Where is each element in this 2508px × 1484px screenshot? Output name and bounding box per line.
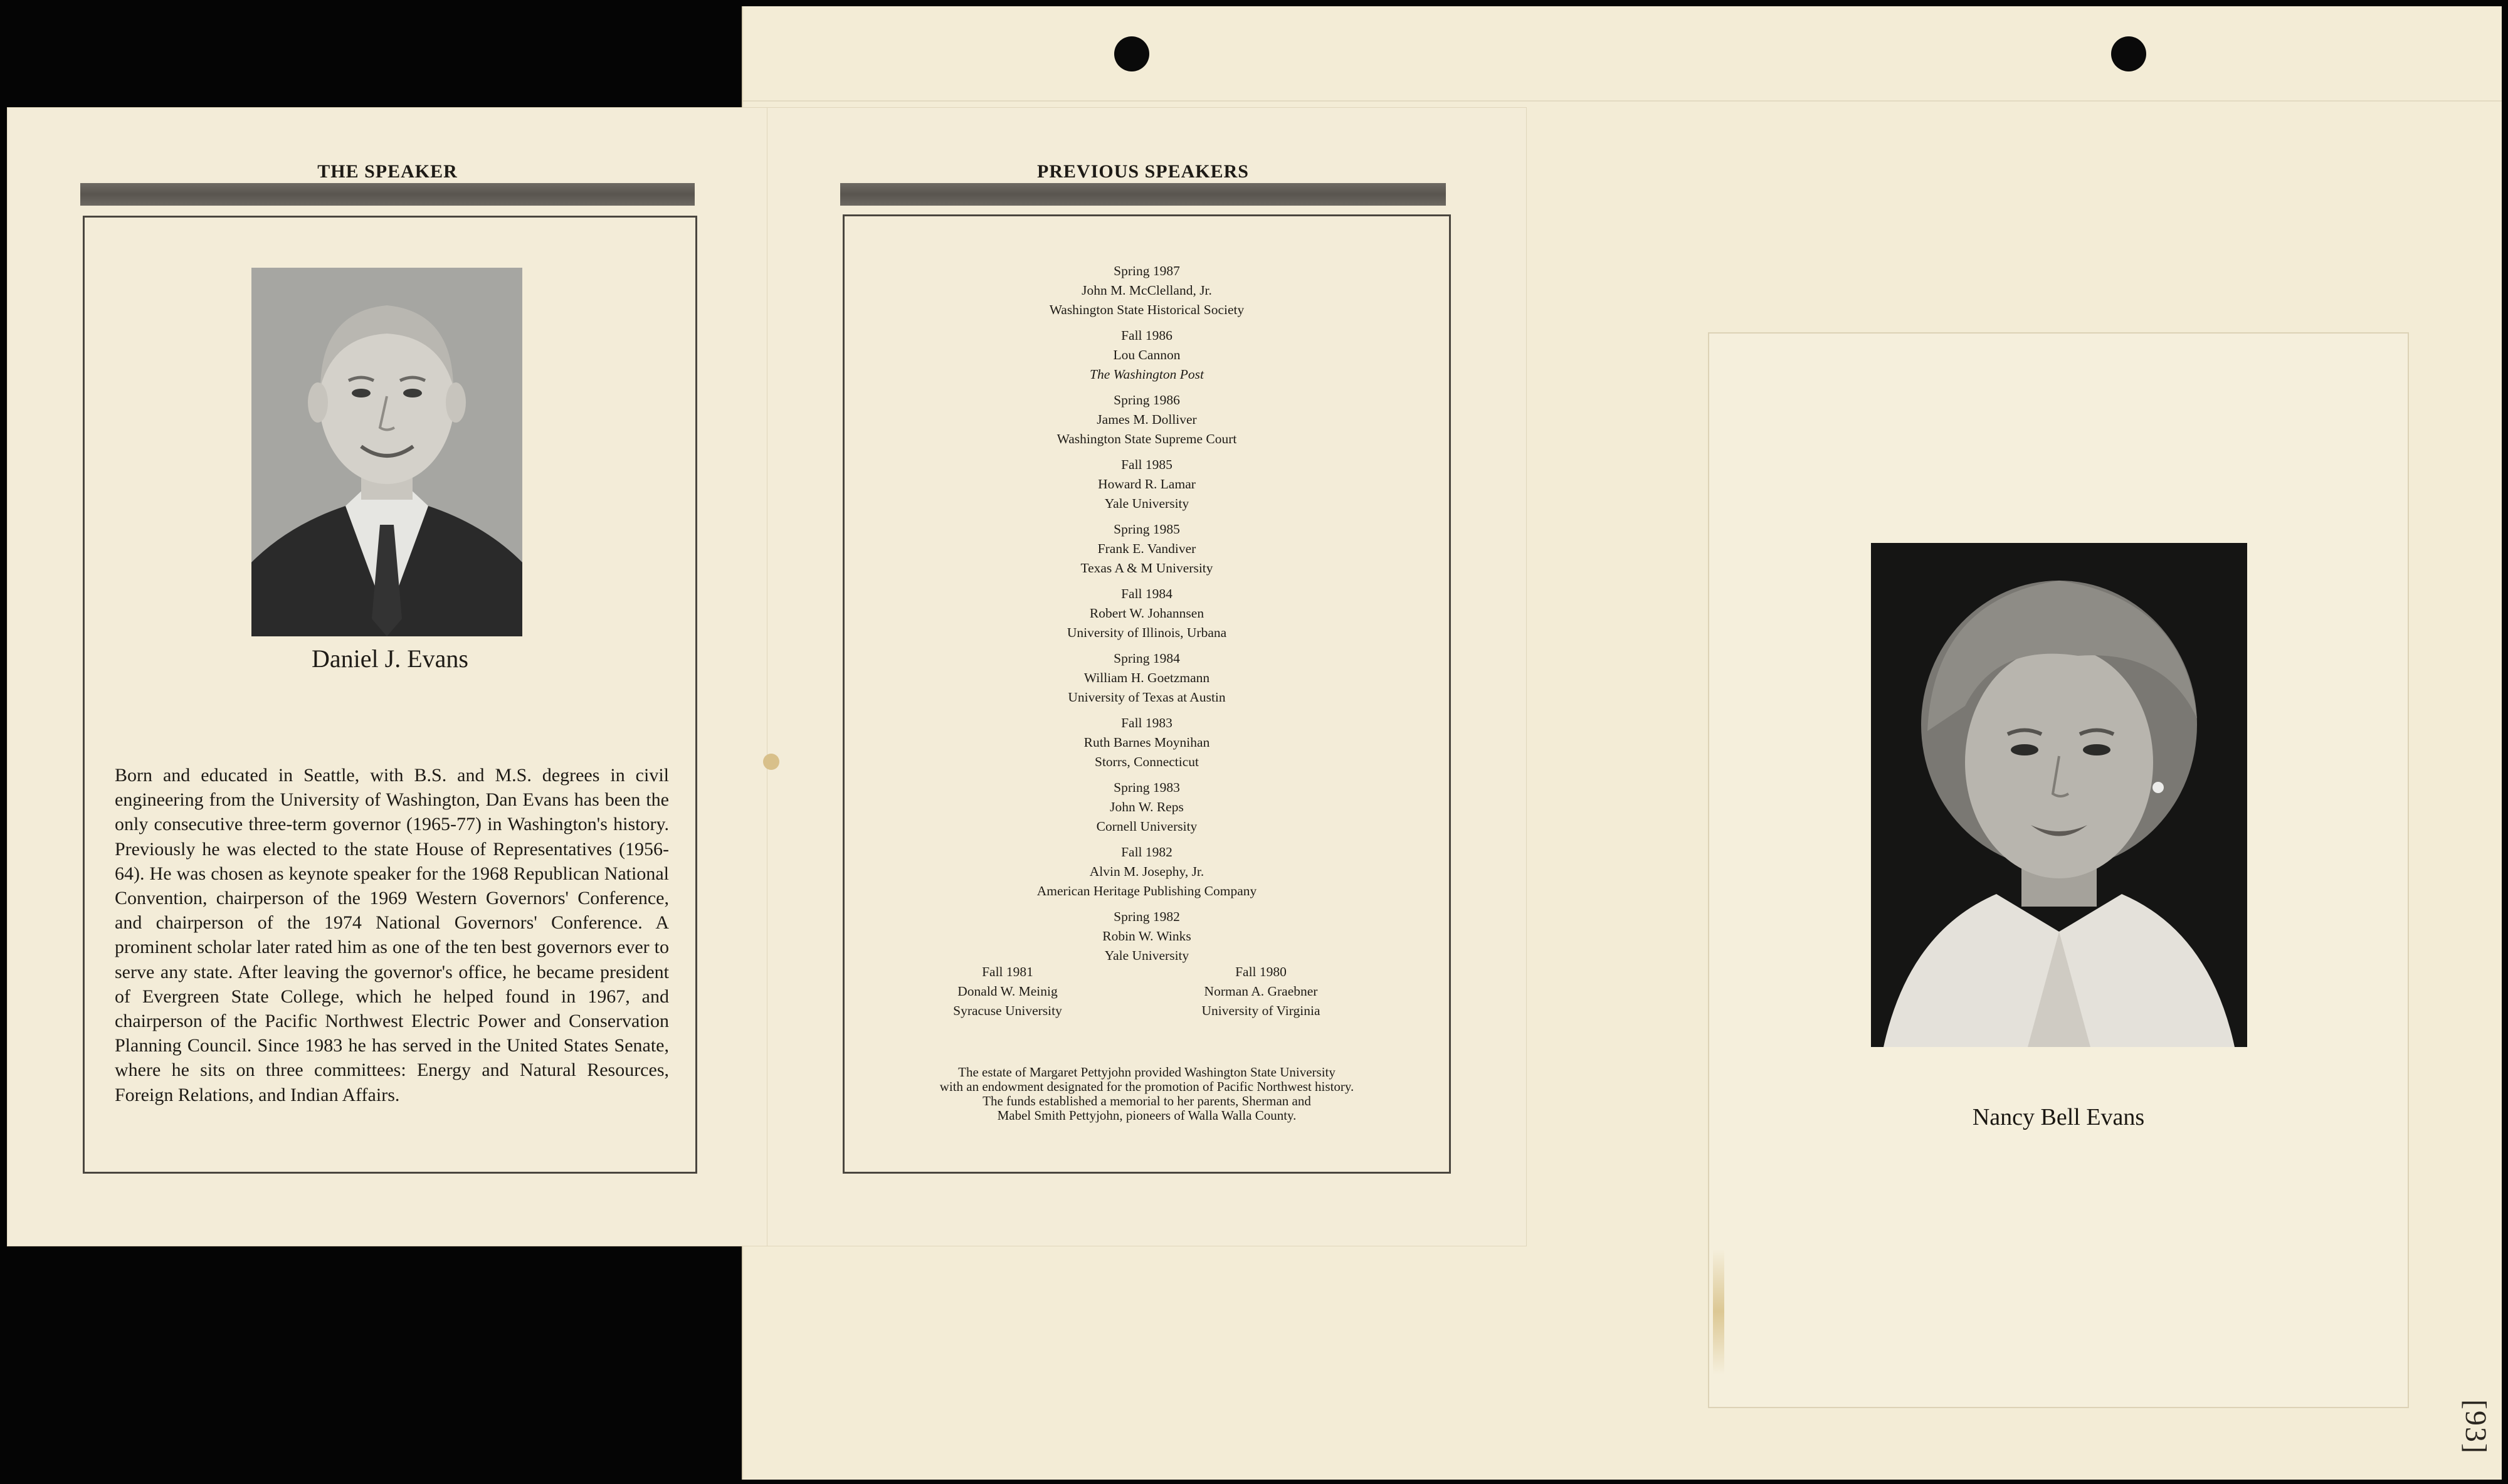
list-item: Fall 1981 Donald W. Meinig Syracuse University — [953, 964, 1062, 1018]
list-item: Fall 1986 Lou Cannon The Washington Post — [1090, 328, 1204, 382]
list-item: Fall 1984 Robert W. Johannsen University of Illinois, Urbana — [1067, 586, 1227, 640]
nancy-portrait — [1871, 543, 2247, 1047]
list-item: Fall 1983 Ruth Barnes Moynihan Storrs, Connecticut — [1083, 715, 1210, 769]
punch-hole — [2111, 36, 2146, 71]
speaker-portrait — [251, 268, 522, 636]
header-bar — [840, 183, 1446, 206]
list-item: Fall 1985 Howard R. Lamar Yale University — [1098, 457, 1196, 511]
endowment-note: The estate of Margaret Pettyjohn provided Washington State University with an endowment designated for the promotion of Pacific Northwest history. The funds established a memorial to her parents, Sherman and Mabel Smith Pettyjohn, pioneers of Walla Walla County. — [939, 1065, 1354, 1123]
page-crease — [743, 100, 2502, 102]
list-item: Spring 1982 Robin W. Winks Yale University — [1102, 909, 1191, 963]
speaker-name: Daniel J. Evans — [312, 645, 468, 673]
stain — [1713, 1249, 1724, 1374]
portrait-photo — [251, 268, 522, 636]
page-number: [93] — [2459, 1399, 2492, 1455]
speakers-list — [845, 261, 1449, 972]
speaker-leaf — [8, 108, 767, 1246]
punch-hole — [1114, 36, 1149, 71]
list-item: Spring 1985 Frank E. Vandiver Texas A & M University — [1080, 522, 1213, 576]
speaker-bio: Born and educated in Seattle, with B.S. and M.S. degrees in civil engineering from the University of Washington, Dan Evans has been the only consecutive three-term governor (1965-77) in Washington's history. Previously he was elected to the state House of Representatives (1956-64). He was chosen as keynote speaker for the 1968 Republican National Convention, chairperson of the 1969 Western Governors' Conference, and chairperson of the 1974 National Governors' Conference. A prominent scholar later rated him as one of the ten best governors ever to serve any state. After leaving the governor's office, he became president of Evergreen State College, which he helped found in 1967, and chairperson of the Pacific Northwest Electric Power and Conservation Planning Council. Since 1983 he has served in the United States Senate, where he sits on three committees: Energy and Natural Resources, Foreign Relations, and Indian Affairs. — [115, 765, 669, 1105]
portrait-photo — [1871, 543, 2247, 1047]
speaker-header: THE SPEAKER — [317, 161, 458, 182]
nancy-card — [1709, 334, 2408, 1407]
speaker-panel — [83, 216, 697, 1174]
stain — [763, 754, 779, 770]
nancy-name: Nancy Bell Evans — [1972, 1104, 2145, 1130]
list-item: Spring 1986 James M. Dolliver Washington State Supreme Court — [1056, 392, 1237, 446]
list-item: Spring 1983 John W. Reps Cornell University — [1096, 780, 1198, 834]
previous-speakers-header: PREVIOUS SPEAKERS — [1037, 161, 1249, 182]
list-item: Fall 1980 Norman A. Graebner University of Virginia — [1201, 964, 1320, 1018]
header-bar — [80, 183, 695, 206]
previous-speakers-panel — [843, 214, 1451, 1174]
list-item: Spring 1984 William H. Goetzmann University of Texas at Austin — [1068, 651, 1226, 705]
previous-speakers-leaf — [767, 108, 1526, 1246]
list-item: Spring 1987 John M. McClelland, Jr. Washington State Historical Society — [1049, 263, 1245, 317]
list-item: Fall 1982 Alvin M. Josephy, Jr. American Heritage Publishing Company — [1036, 845, 1257, 898]
